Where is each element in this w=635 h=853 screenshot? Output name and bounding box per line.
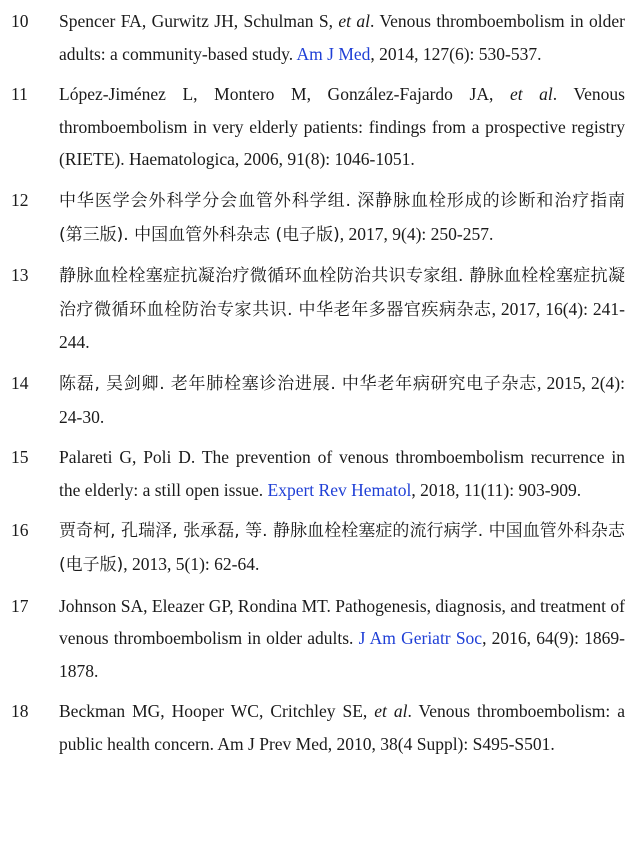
reference-number: 15 <box>11 447 29 468</box>
reference-citation <box>59 514 625 581</box>
reference-list <box>0 5 635 768</box>
citation-title: 中华医学会外科学分会血管外科学组. 深静脉血栓形成的诊断和治疗指南 (第三版). 中国血管外科杂志 (电子版) <box>59 190 625 245</box>
citation-et-al: et al <box>338 11 370 31</box>
reference-citation <box>59 695 625 760</box>
reference-number: 11 <box>11 84 28 105</box>
reference-item <box>0 590 635 688</box>
reference-number: 17 <box>11 595 29 616</box>
reference-citation <box>59 590 625 688</box>
reference-citation <box>59 441 625 506</box>
citation-authors: Beckman MG, Hooper WC, Critchley SE, <box>59 701 375 722</box>
citation-details: , 2018, 11(11): 903-909. <box>411 479 582 500</box>
citation-authors: Spencer FA, Gurwitz JH, Schulman S, <box>59 11 339 31</box>
reference-number: 18 <box>11 701 29 722</box>
reference-number: 16 <box>11 520 29 541</box>
reference-citation <box>59 367 625 433</box>
citation-title: 贾奇柯, 孔瑞泽, 张承磊, 等. 静脉血栓栓塞症的流行病学. 中国血管外科杂志 (电子版) <box>59 521 625 575</box>
journal-link[interactable]: Am J Med <box>296 43 371 64</box>
citation-details: , 2017, 9(4): 250-257. <box>339 223 494 244</box>
reference-item <box>0 259 635 359</box>
reference-citation <box>59 184 625 251</box>
journal-link[interactable]: J Am Geriatr Soc <box>358 628 483 649</box>
reference-item <box>0 695 635 760</box>
reference-item <box>0 78 635 176</box>
citation-et-al: et al <box>509 84 553 105</box>
citation-title: 静脉血栓栓塞症抗凝治疗微循环血栓防治共识专家组. 静脉血栓栓塞症抗凝治疗微循环血栓防治专家共识. 中华老年多器官疾病杂志 <box>59 266 625 320</box>
citation-title: . Venous thromboembolism in older adults: a community-based study. <box>59 11 626 64</box>
citation-details: , 2015, 2(4): 24-30. <box>59 372 625 427</box>
reference-citation <box>59 5 625 70</box>
reference-citation <box>59 78 625 176</box>
citation-et-al: et al <box>374 701 408 722</box>
reference-item <box>0 367 635 433</box>
journal-link[interactable]: Expert Rev Hematol <box>267 479 412 500</box>
reference-item <box>0 184 635 251</box>
reference-number: 10 <box>11 11 29 31</box>
reference-item <box>0 5 635 70</box>
citation-title: . Venous thromboembolism: a public health concern. Am J Prev Med, 2010, 38(4 Suppl): S495-S501. <box>59 701 625 754</box>
citation-title: Johnson SA, Eleazer GP, Rondina MT. Pathogenesis, diagnosis, and treatment of venous thromboembolism in older adults. <box>59 595 625 649</box>
reference-citation <box>59 259 625 359</box>
citation-title: . Venous thromboembolism in very elderly patients: findings from a prospective registry (RIETE). Haematologica, 2006, 91(8): 1046-1051. <box>59 84 625 170</box>
reference-number: 12 <box>11 189 29 210</box>
reference-item <box>0 514 635 581</box>
citation-details: , 2013, 5(1): 62-64. <box>123 553 260 574</box>
citation-title: 陈磊, 吴剑卿. 老年肺栓塞诊治进展. 中华老年病研究电子杂志 <box>59 373 537 394</box>
reference-item <box>0 441 635 506</box>
citation-authors: López-Jiménez L, Montero M, González-Fajardo JA, <box>59 84 510 105</box>
reference-number: 13 <box>11 265 29 286</box>
citation-details: , 2016, 64(9): 1869-1878. <box>59 628 625 681</box>
reference-number: 14 <box>11 372 29 393</box>
citation-details: , 2017, 16(4): 241-244. <box>59 298 625 353</box>
citation-title: Palareti G, Poli D. The prevention of venous thromboembolism recurrence in the elderly: a still open issue. <box>59 447 625 500</box>
citation-details: , 2014, 127(6): 530-537. <box>370 43 542 64</box>
